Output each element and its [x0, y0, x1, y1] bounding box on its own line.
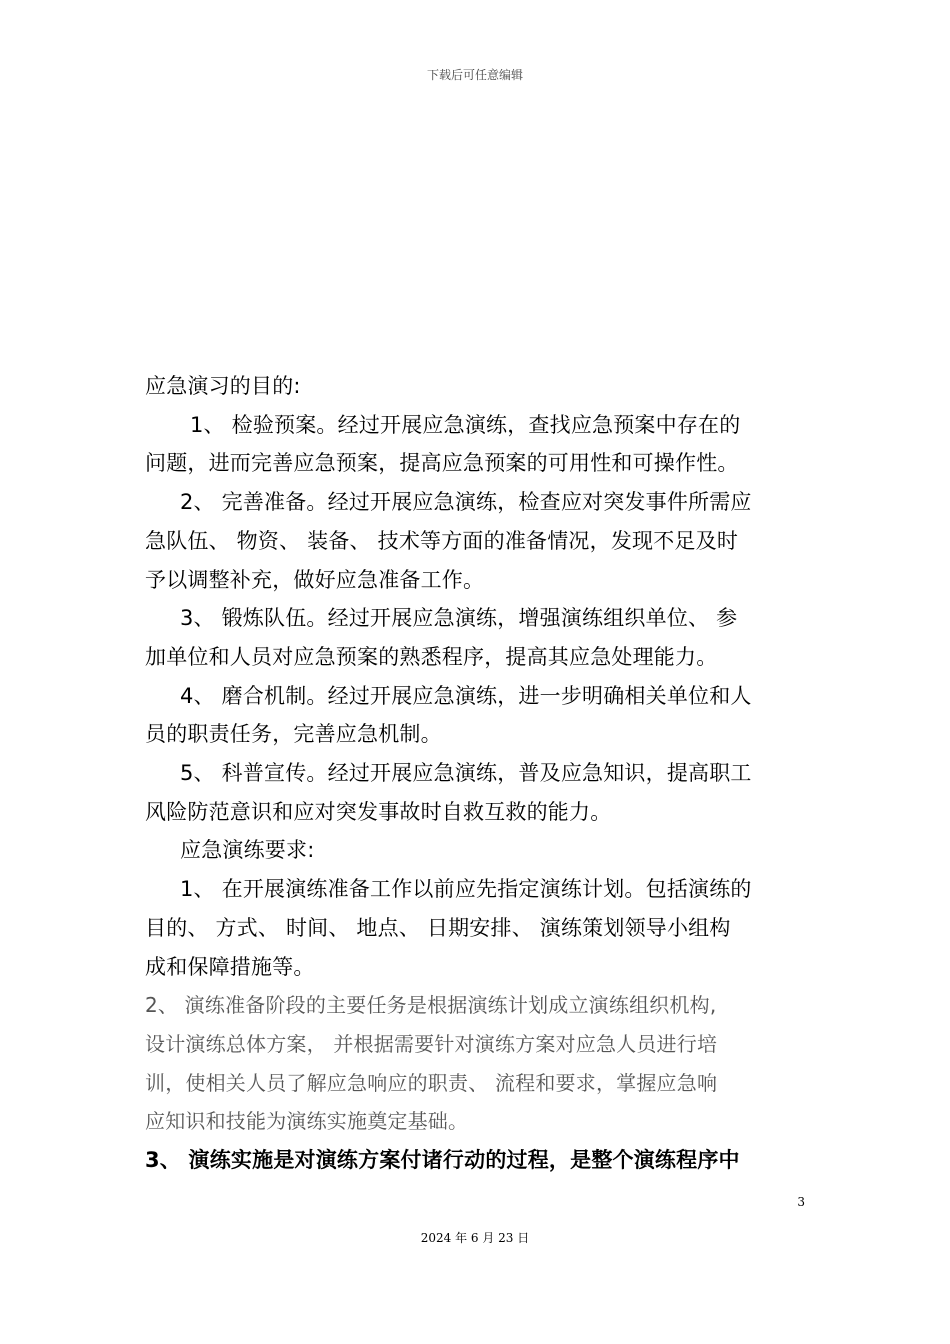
paragraph-line: 设计演练总体方案， 并根据需要针对演练方案对应急人员进行培: [145, 1031, 718, 1056]
paragraph-line: 予以调整补充，做好应急准备工作。: [145, 567, 485, 592]
section-title-requirements: 应急演练要求:: [180, 838, 315, 863]
paragraph-line: 5、 科普宣传。经过开展应急演练，普及应急知识，提高职工: [180, 761, 752, 786]
paragraph-line: 目的、 方式、 时间、 地点、 日期安排、 演练策划领导小组构: [145, 915, 731, 940]
paragraph-line: 2、 完善准备。经过开展应急演练，检查应对突发事件所需应: [180, 490, 752, 515]
paragraph-line: 2、 演练准备阶段的主要任务是根据演练计划成立演练组织机构,: [145, 993, 717, 1018]
paragraph-line: 4、 磨合机制。经过开展应急演练，进一步明确相关单位和人: [180, 683, 752, 708]
paragraph-line: 应知识和技能为演练实施奠定基础。: [145, 1109, 469, 1134]
paragraph-line: 成和保障措施等。: [145, 954, 315, 979]
paragraph-line: 1、 检验预案。经过开展应急演练，查找应急预案中存在的: [190, 412, 741, 437]
paragraph-line: 加单位和人员对应急预案的熟悉程序，提高其应急处理能力。: [145, 644, 718, 669]
paragraph-line: 急队伍、 物资、 装备、 技术等方面的准备情况，发现不足及时: [145, 528, 739, 553]
document-body: [145, 367, 810, 1180]
paragraph-line: 员的职责任务，完善应急机制。: [145, 722, 442, 747]
paragraph-line: 1、 在开展演练准备工作以前应先指定演练计划。包括演练的: [180, 877, 752, 902]
page-number: 3: [797, 1195, 805, 1209]
paragraph-line: 3、 演练实施是对演练方案付诸行动的过程，是整个演练程序中: [145, 1148, 740, 1173]
page-header: 下载后可任意编辑: [426, 68, 523, 82]
paragraph-line: 问题，进而完善应急预案，提高应急预案的可用性和可操作性。: [145, 451, 739, 476]
paragraph-line: 训，使相关人员了解应急响应的职责、 流程和要求，掌握应急响: [145, 1070, 718, 1095]
paragraph-line: 风险防范意识和应对突发事故时自救互救的能力。: [145, 799, 612, 824]
section-title-purpose: 应急演习的目的:: [145, 374, 301, 398]
page-footer-date: 2024 年 6 月 23 日: [420, 1231, 530, 1245]
paragraph-line: 3、 锻炼队伍。经过开展应急演练，增强演练组织单位、 参: [180, 606, 738, 631]
